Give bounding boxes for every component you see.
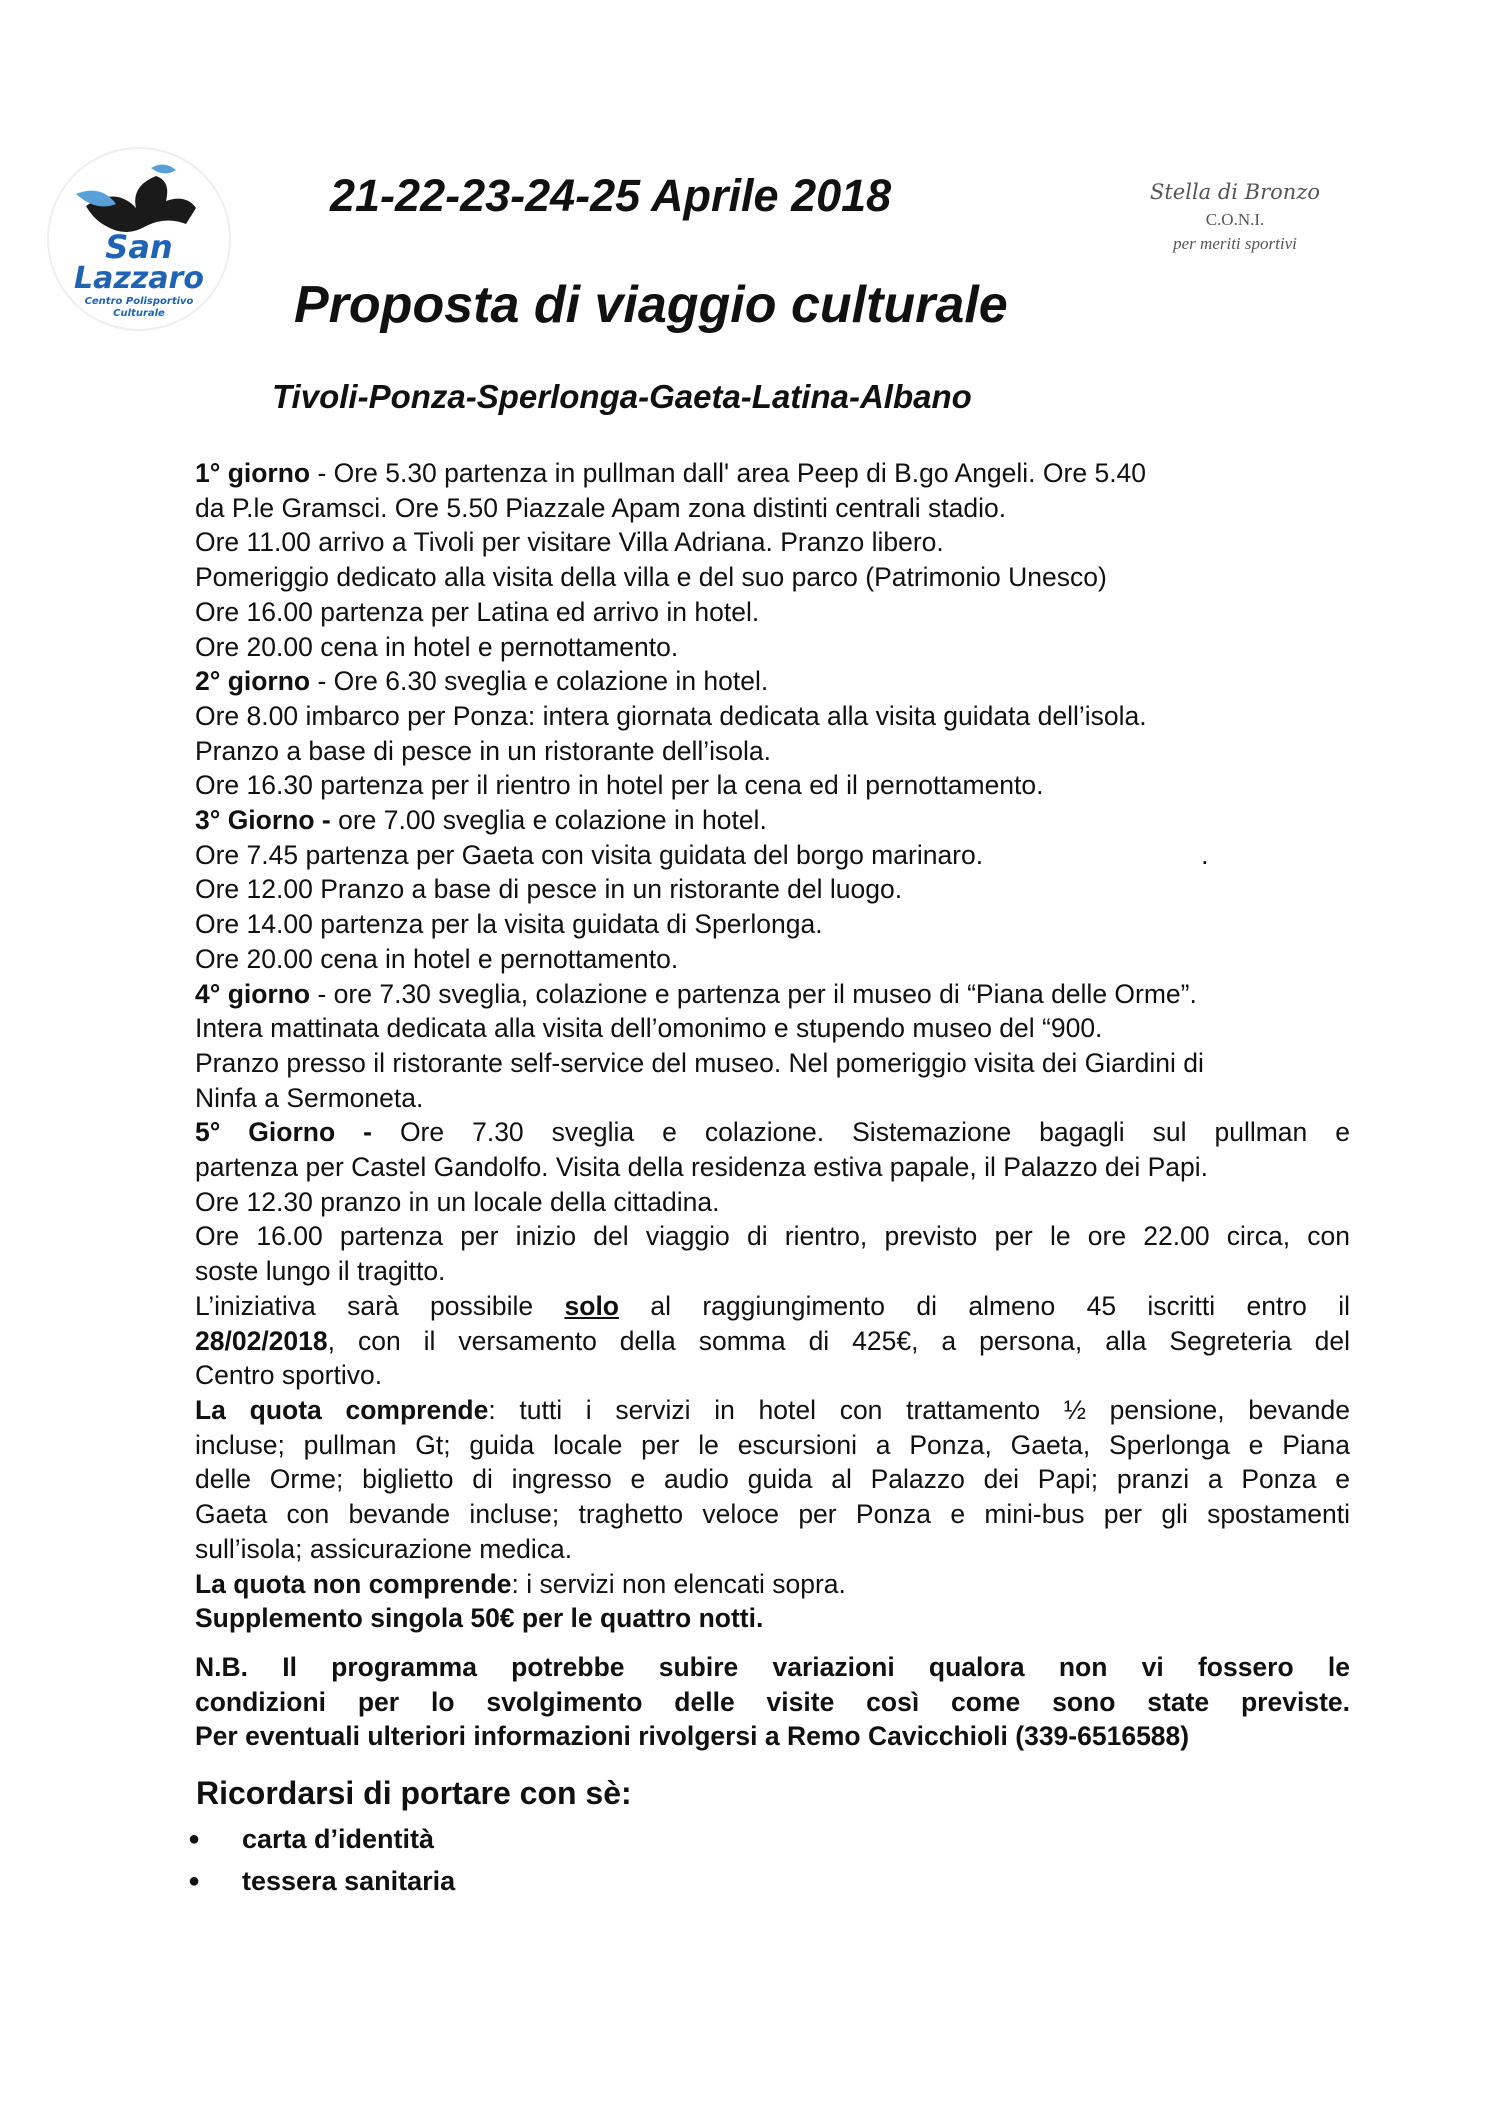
itinerary-line: 3° Giorno - ore 7.00 sveglia e colazione in hotel. [195,805,767,836]
itinerary-line: Ore 16.00 partenza per Latina ed arrivo in hotel. [195,596,760,627]
quota-line: Gaeta con bevande incluse; traghetto veloce per Ponza e mini-bus per gli spostamenti [195,1499,1350,1530]
list-item: ● tessera sanitaria [188,1860,455,1902]
bullet-icon: ● [188,1870,201,1892]
logo-line-3: per meriti sportivi [1173,234,1297,253]
conditions-line: 28/02/2018, con il versamento della somma di 425€, a persona, alla Segreteria del [195,1325,1350,1356]
trip-dates: 21-22-23-24-25 Aprile 2018 [330,170,892,221]
itinerary-line: Intera mattinata dedicata alla visita dell’omonimo e stupendo museo del “900. [195,1013,1103,1044]
itinerary-line: soste lungo il tragitto. [195,1256,446,1287]
bullet-icon: ● [188,1828,201,1850]
itinerary-line: Pomeriggio dedicato alla visita della villa e del suo parco (Patrimonio Unesco) [195,562,1107,593]
itinerary-line: Ore 20.00 cena in hotel e pernottamento. [195,943,679,974]
itinerary-line: Ore 16.30 partenza per il rientro in hotel per la cena ed il pernottamento. [195,770,1044,801]
itinerary-line: 1° giorno - Ore 5.30 partenza in pullman dall' area Peep di B.go Angeli. Ore 5.40 [195,458,1147,488]
note-line: Per eventuali ulteriori informazioni rivolgersi a Remo Cavicchioli (339-6516588) [195,1721,1190,1752]
trip-route: Tivoli-Ponza-Sperlonga-Gaeta-Latina-Albano [272,378,972,415]
coni-stella-di-bronzo-logo [1130,150,1340,280]
conditions-line: Centro sportivo. [195,1360,383,1391]
reminder-title: Ricordarsi di portare con sè: [196,1775,632,1811]
quota-line: delle Orme; biglietto di ingresso e audio guida al Palazzo dei Papi; pranzi a Ponza e [195,1464,1350,1495]
quota-line: La quota comprende: tutti i servizi in hotel con trattamento ½ pensione, bevande [195,1394,1350,1425]
itinerary-line: 5° Giorno - Ore 7.30 sveglia e colazione. Sistemazione bagagli sul pullman e [195,1117,1350,1148]
itinerary-line: Pranzo a base di pesce in un ristorante dell’isola. [195,735,771,766]
logo-line-2: C.O.N.I. [1205,210,1265,229]
logo-line-1: Stella di Bronzo [1149,180,1321,204]
itinerary-line: Ore 8.00 imbarco per Ponza: intera giornata dedicata alla visita guidata dell’isola. [195,700,1147,731]
itinerary-line: Ore 12.00 Pranzo a base di pesce in un ristorante del luogo. [195,874,903,905]
note-line: N.B. Il programma potrebbe subire variazioni qualora non vi fossero le [195,1651,1350,1682]
page-title: Proposta di viaggio culturale [294,276,1008,334]
svg-text:Lazzaro: Lazzaro [74,261,204,296]
itinerary-body [195,456,1350,1754]
itinerary-line: 2° giorno - Ore 6.30 sveglia e colazione in hotel. [195,666,769,697]
quota-line: sull’isola; assicurazione medica. [195,1533,573,1564]
itinerary-line: Ore 16.00 partenza per inizio del viaggio di rientro, previsto per le ore 22.00 circa, con [195,1221,1350,1252]
itinerary-line: Ore 7.45 partenza per Gaeta con visita guidata del borgo marinaro. . [195,839,1209,870]
itinerary-line: Ninfa a Sermoneta. [195,1082,424,1113]
itinerary-line: Ore 12.30 pranzo in un locale della cittadina. [195,1186,720,1217]
quota-excluded-line: La quota non comprende: i servizi non elencati sopra. [195,1568,846,1599]
svg-text:San: San [105,228,173,266]
list-item: ● carta d’identità [188,1818,455,1860]
note-line: condizioni per lo svolgimento delle visite così come sono state previste. [195,1686,1350,1717]
itinerary-line: Ore 14.00 partenza per la visita guidata di Sperlonga. [195,909,823,940]
conditions-line: L’iniziativa sarà possibile solo al raggiungimento di almeno 45 iscritti entro il [195,1290,1351,1321]
itinerary-line: partenza per Castel Gandolfo. Visita della residenza estiva papale, il Palazzo dei Papi. [195,1152,1209,1183]
itinerary-line: Pranzo presso il ristorante self-service del museo. Nel pomeriggio visita dei Giardini di [195,1047,1204,1078]
san-lazzaro-logo [46,146,232,332]
reminder-list [188,1818,455,1902]
itinerary-line: da P.le Gramsci. Ore 5.50 Piazzale Apam zona distinti centrali stadio. [195,492,1007,523]
itinerary-line: Ore 20.00 cena in hotel e pernottamento. [195,631,679,662]
single-supplement: Supplemento singola 50€ per le quattro notti. [195,1603,764,1634]
svg-text:Centro Polisportivo: Centro Polisportivo [84,296,194,307]
itinerary-line: 4° giorno - ore 7.30 sveglia, colazione e partenza per il museo di “Piana delle Orme”. [195,978,1197,1009]
svg-text:Culturale: Culturale [113,308,165,319]
itinerary-line: Ore 11.00 arrivo a Tivoli per visitare Villa Adriana. Pranzo libero. [195,527,944,558]
quota-line: incluse; pullman Gt; guida locale per le escursioni a Ponza, Gaeta, Sperlonga e Piana [195,1429,1350,1460]
